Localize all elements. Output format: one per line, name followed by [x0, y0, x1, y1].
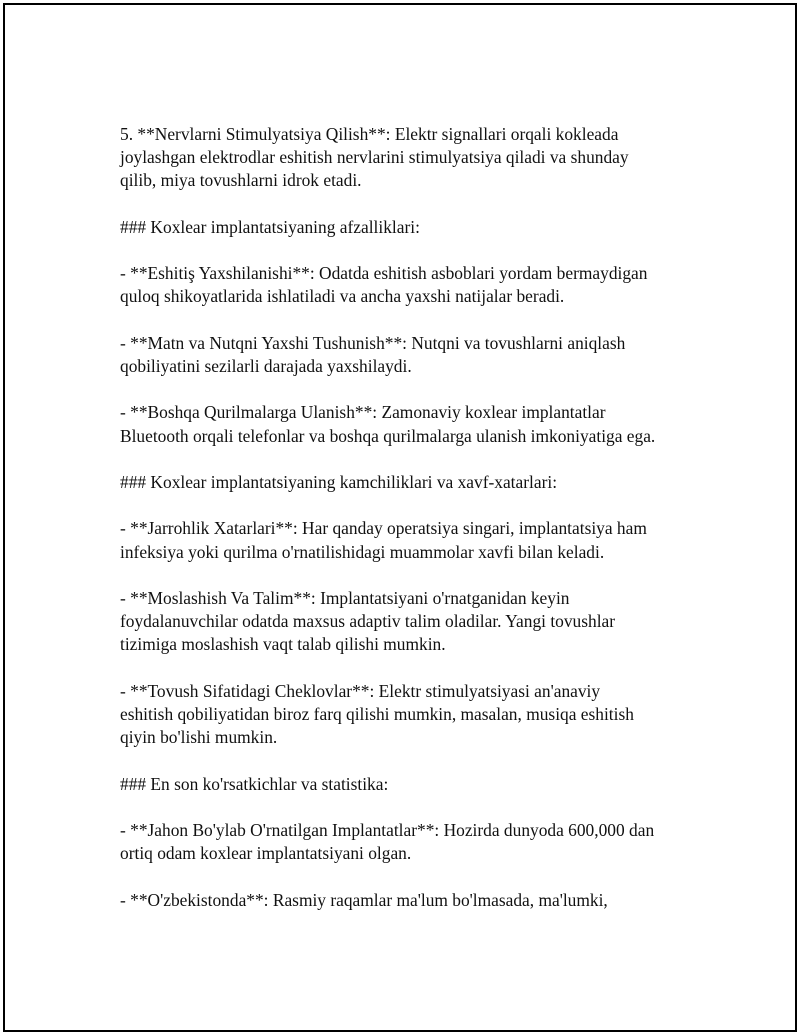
- list-item-speech-understanding: - **Matn va Nutqni Yaxshi Tushunish**: Nutqni va tovushlarni aniqlash qobiliyatini sezilarli darajada yaxshilaydi.: [120, 332, 626, 376]
- heading-advantages: ### Koxlear implantatsiyaning afzalliklari:: [120, 216, 420, 237]
- list-item-device-connectivity: - **Boshqa Qurilmalarga Ulanish**: Zamonaviy koxlear implantatlar Bluetooth orqali telefonlar va boshqa qurilmalarga ulanish imkoniyatiga ega.: [120, 402, 656, 446]
- document-body: [120, 123, 720, 935]
- paragraph-nerve-stimulation: 5. **Nervlarni Stimulyatsiya Qilish**: Elektr signallari orqali kokleada joylashgan elektrodlar eshitish nervlarini stimulyatsiya qiladi va shunday qilib, miya tovushlarni idrok etadi.: [120, 124, 629, 191]
- list-item-worldwide-implants: - **Jahon Bo'ylab O'rnatilgan Implantatlar**: Hozirda dunyoda 600,000 dan ortiq odam koxlear implantatsiyani olgan.: [120, 819, 655, 864]
- list-item-hearing-improvement: - **Eshitiş Yaxshilanishi**: Odatda eshitish asboblari yordam bermaydigan quloq shikoyatlarida ishlatiladi va ancha yaxshi natijalar beradi.: [120, 263, 648, 307]
- list-item-sound-quality-limits: - **Tovush Sifatidagi Cheklovlar**: Elektr stimulyatsiyasi an'anaviy eshitish qobiliyatidan biroz farq qilishi mumkin, masalan, musiqa eshitish qiyin bo'lishi mumkin.: [120, 680, 634, 748]
- heading-disadvantages: ### Koxlear implantatsiyaning kamchiliklari va xavf-xatarlari:: [120, 471, 558, 492]
- document-page: [3, 3, 797, 1032]
- list-item-adaptation-training: - **Moslashish Va Talim**: Implantatsiyani o'rnatganidan keyin foydalanuvchilar odatda maxsus adaptiv talim oladilar. Yangi tovushlar tizimiga moslashish vaqt talab qilishi mumkin.: [120, 587, 616, 655]
- list-item-surgical-risks: - **Jarrohlik Xatarlari**: Har qanday operatsiya singari, implantatsiya ham infeksiya yoki qurilma o'rnatilishidagi muammolar xavfi bilan keladi.: [120, 518, 647, 562]
- list-item-uzbekistan: - **O'zbekistonda**: Rasmiy raqamlar ma'lum bo'lmasada, ma'lumki,: [120, 889, 608, 910]
- heading-statistics: ### En son ko'rsatkichlar va statistika:: [120, 773, 389, 794]
